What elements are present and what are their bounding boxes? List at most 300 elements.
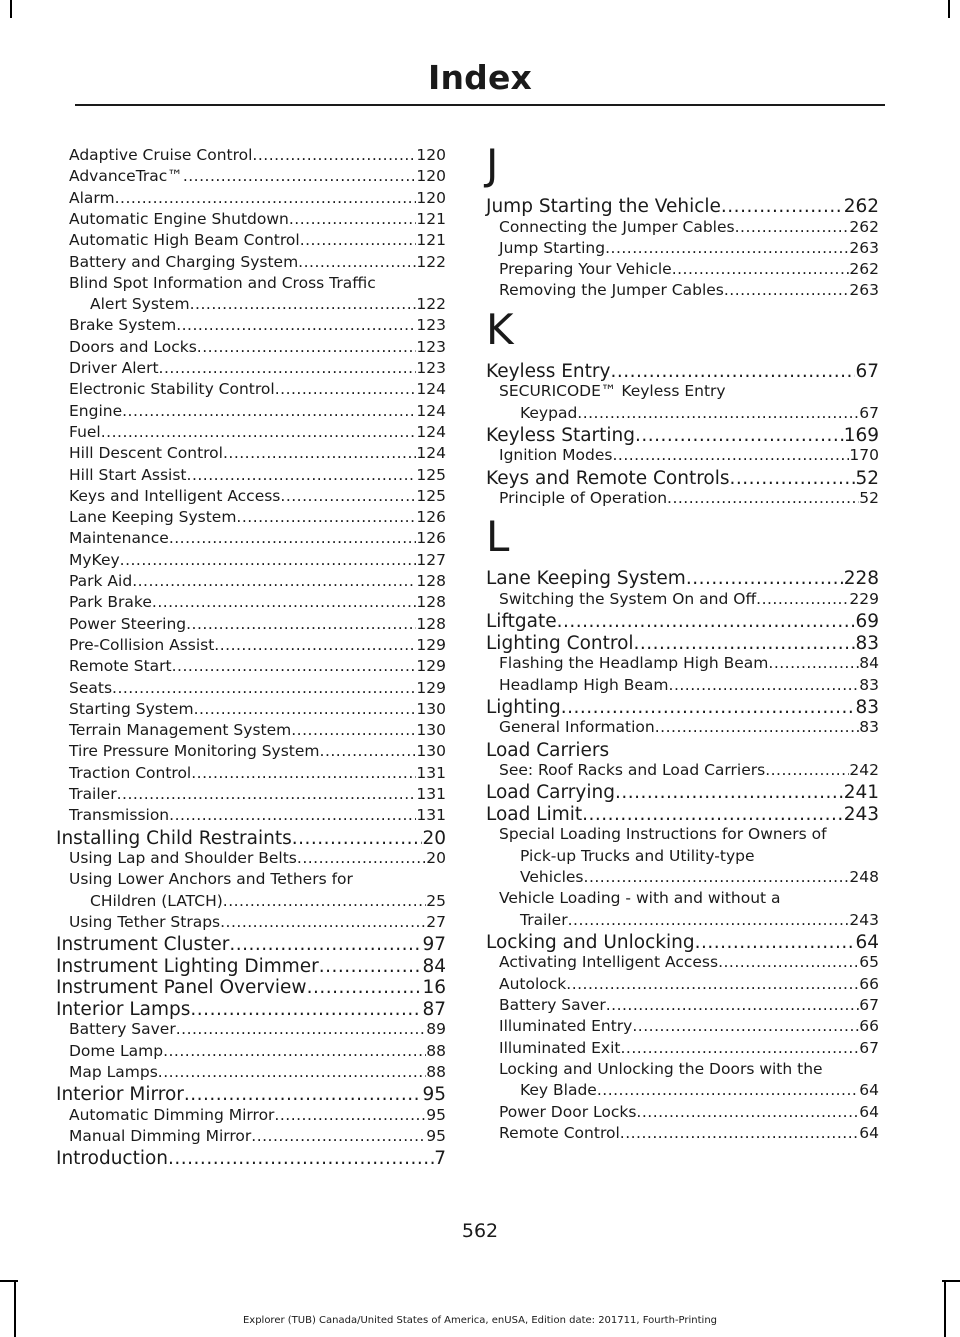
entry-label: Dome Lamp xyxy=(69,1041,164,1060)
index-subentry[interactable] xyxy=(486,404,879,422)
entry-label: Park Brake xyxy=(69,593,152,612)
index-subentry[interactable] xyxy=(56,146,446,164)
entry-label: Lighting Control xyxy=(486,632,634,654)
index-heading[interactable] xyxy=(486,196,879,217)
index-subentry[interactable] xyxy=(486,590,879,608)
dot-leader xyxy=(620,1039,859,1057)
entry-label: Map Lamps xyxy=(69,1062,158,1081)
section-letter: K xyxy=(486,304,514,354)
entry-page-number: 169 xyxy=(843,424,879,446)
dot-leader xyxy=(298,253,416,271)
index-subentry[interactable] xyxy=(56,657,446,675)
entry-page-number: 128 xyxy=(416,572,446,590)
index-subentry[interactable] xyxy=(486,489,879,507)
entry-page-number: 263 xyxy=(849,238,879,257)
entry-page-number: 127 xyxy=(416,550,446,569)
dot-leader xyxy=(112,679,416,697)
index-subentry[interactable] xyxy=(56,231,446,249)
dot-leader xyxy=(307,977,423,998)
entry-label: Maintenance xyxy=(69,529,169,548)
entry-page-number: 20 xyxy=(422,827,446,849)
index-subentry[interactable] xyxy=(486,1039,879,1057)
entry-label: AdvanceTrac™ xyxy=(69,167,183,186)
index-subentry[interactable] xyxy=(56,380,446,398)
index-subentry[interactable] xyxy=(486,1017,879,1035)
entry-label: Driver Alert xyxy=(69,359,159,377)
entry-page-number: 130 xyxy=(416,699,446,718)
entry-label: Load Carrying xyxy=(486,782,615,804)
dot-leader xyxy=(223,892,426,910)
entry-label: Switching the System On and Off xyxy=(499,589,757,608)
entry-label: Jump Starting xyxy=(499,238,606,257)
entry-page-number: 67 xyxy=(859,996,879,1014)
index-heading[interactable] xyxy=(56,828,446,849)
entry-page-number: 16 xyxy=(422,977,446,999)
dot-leader xyxy=(557,611,856,632)
entry-label: Illuminated Entry xyxy=(499,1017,633,1036)
entry-page-number: 64 xyxy=(859,1123,879,1142)
entry-page-number: 124 xyxy=(416,380,446,399)
entry-label: Brake System xyxy=(69,316,177,335)
index-subentry[interactable] xyxy=(486,868,879,886)
entry-label: Fuel xyxy=(69,422,101,441)
index-subentry[interactable] xyxy=(56,593,446,611)
index-subentry[interactable] xyxy=(56,444,446,462)
index-heading[interactable] xyxy=(486,697,879,718)
entry-label: Flashing the Headlamp High Beam xyxy=(499,654,769,673)
index-subentry[interactable] xyxy=(56,210,446,228)
index-entry-text: Special Loading Instructions for Owners of xyxy=(499,825,827,844)
crop-mark-top-right-v xyxy=(948,0,950,18)
entry-page-number: 88 xyxy=(426,1041,446,1060)
entry-label: Remote Start xyxy=(69,657,172,676)
entry-label: Lane Keeping System xyxy=(486,568,686,590)
entry-page-number: 243 xyxy=(849,910,879,929)
entry-label: Principle of Operation xyxy=(499,489,668,508)
index-entry-text: Vehicle Loading - with and without a xyxy=(499,889,781,908)
dot-leader xyxy=(172,657,417,675)
dot-leader xyxy=(214,636,416,654)
index-heading[interactable] xyxy=(486,425,879,446)
entry-page-number: 170 xyxy=(849,446,879,465)
entry-page-number: 229 xyxy=(849,589,879,608)
index-heading[interactable] xyxy=(486,568,879,589)
section-letter: L xyxy=(486,512,510,562)
index-subentry[interactable] xyxy=(486,1124,879,1142)
dot-leader xyxy=(634,633,856,654)
entry-label: Automatic High Beam Control xyxy=(69,231,300,250)
entry-label: Battery Saver xyxy=(499,996,606,1014)
index-heading[interactable] xyxy=(486,361,879,382)
index-subentry[interactable] xyxy=(56,423,446,441)
dot-leader xyxy=(605,239,849,257)
dot-leader xyxy=(561,697,856,718)
index-subentry[interactable] xyxy=(486,975,879,993)
entry-page-number: 228 xyxy=(843,568,879,590)
index-subentry[interactable] xyxy=(56,1020,446,1038)
dot-leader xyxy=(194,700,417,718)
entry-label: Lighting xyxy=(486,696,561,718)
dot-leader xyxy=(163,1042,426,1060)
index-heading[interactable] xyxy=(486,633,879,654)
entry-label: Transmission xyxy=(69,806,170,825)
dot-leader xyxy=(300,231,417,249)
entry-page-number: 123 xyxy=(416,337,446,356)
index-entry-text: SECURICODE™ Keyless Entry xyxy=(499,382,726,401)
dot-leader xyxy=(158,1063,426,1081)
index-subentry[interactable] xyxy=(56,764,446,782)
entry-label: Introduction xyxy=(56,1148,169,1170)
entry-page-number: 83 xyxy=(859,675,879,694)
dot-leader xyxy=(635,425,844,446)
entry-page-number: 67 xyxy=(859,403,879,422)
dot-leader xyxy=(115,189,417,207)
entry-page-number: 128 xyxy=(416,614,446,633)
entry-label: Load Limit xyxy=(486,803,583,825)
entry-label: Electronic Stability Control xyxy=(69,380,275,399)
index-heading[interactable] xyxy=(486,468,879,489)
dot-leader xyxy=(291,721,416,739)
entry-label: Instrument Lighting Dimmer xyxy=(56,955,319,977)
entry-page-number: 121 xyxy=(416,209,446,228)
entry-page-number: 131 xyxy=(416,806,446,825)
entry-label: Park Aid xyxy=(69,572,133,590)
index-subentry[interactable] xyxy=(486,260,879,278)
entry-label: Locking and Unlocking xyxy=(486,931,695,953)
entry-label: Battery Saver xyxy=(69,1020,176,1039)
crop-mark-top-left-v xyxy=(10,0,12,18)
index-heading[interactable] xyxy=(56,999,446,1020)
dot-leader xyxy=(190,999,422,1020)
dot-leader xyxy=(655,718,860,736)
dot-leader xyxy=(190,295,417,313)
entry-page-number: 262 xyxy=(849,217,879,236)
entry-label: Lane Keeping System xyxy=(69,508,237,527)
index-subentry[interactable] xyxy=(56,572,446,590)
index-subentry[interactable] xyxy=(56,892,446,910)
entry-page-number: 67 xyxy=(855,360,879,382)
entry-label: Adaptive Cruise Control xyxy=(69,146,253,164)
entry-page-number: 83 xyxy=(855,632,879,654)
index-subentry[interactable] xyxy=(56,529,446,547)
index-heading[interactable] xyxy=(56,934,446,955)
index-subentry[interactable] xyxy=(56,316,446,334)
dot-leader xyxy=(724,281,850,299)
entry-page-number: 25 xyxy=(426,891,446,910)
entry-page-number: 124 xyxy=(416,444,446,463)
entry-page-number: 67 xyxy=(859,1038,879,1057)
index-subentry[interactable] xyxy=(56,338,446,356)
index-subentry[interactable] xyxy=(486,281,879,299)
entry-label: Keyless Entry xyxy=(486,360,611,382)
index-subentry[interactable] xyxy=(56,253,446,271)
index-subentry[interactable] xyxy=(56,1042,446,1060)
entry-page-number: 84 xyxy=(859,654,879,673)
index-entry-text: Locking and Unlocking the Doors with the xyxy=(499,1059,823,1078)
index-subentry[interactable] xyxy=(56,402,446,420)
entry-page-number: 126 xyxy=(416,508,446,527)
index-subentry[interactable] xyxy=(486,1103,879,1121)
dot-leader xyxy=(197,338,417,356)
entry-label: Activating Intelligent Access xyxy=(499,953,719,972)
dot-leader xyxy=(184,1084,423,1105)
index-subentry[interactable] xyxy=(56,806,446,824)
index-subentry[interactable] xyxy=(56,167,446,185)
entry-page-number: 88 xyxy=(426,1062,446,1081)
dot-leader xyxy=(168,1148,434,1169)
entry-label: Interior Lamps xyxy=(56,998,191,1020)
index-subentry[interactable] xyxy=(56,700,446,718)
index-subentry[interactable] xyxy=(56,466,446,484)
index-subentry[interactable] xyxy=(56,189,446,207)
index-subentry[interactable] xyxy=(486,911,879,929)
index-heading[interactable] xyxy=(486,611,879,632)
entry-label: Pre-Collision Assist xyxy=(69,635,215,654)
entry-page-number: 95 xyxy=(426,1127,446,1145)
dot-leader xyxy=(765,761,849,779)
dot-leader xyxy=(672,260,850,278)
entry-page-number: 120 xyxy=(416,167,446,186)
entry-label: Trailer xyxy=(69,785,117,803)
entry-label: Power Steering xyxy=(69,614,187,633)
entry-page-number: 122 xyxy=(416,252,446,271)
index-heading[interactable] xyxy=(486,932,879,953)
index-subentry[interactable] xyxy=(56,551,446,569)
dot-leader xyxy=(159,359,417,377)
entry-page-number: 130 xyxy=(416,742,446,761)
index-subentry[interactable] xyxy=(486,996,879,1014)
dot-leader xyxy=(319,956,423,977)
entry-label: Ignition Modes xyxy=(499,446,613,465)
dot-leader xyxy=(252,146,416,164)
index-subentry[interactable] xyxy=(56,636,446,654)
index-subentry[interactable] xyxy=(56,721,446,739)
dot-leader xyxy=(169,806,416,824)
index-heading[interactable] xyxy=(56,1084,446,1105)
entry-page-number: 125 xyxy=(416,486,446,505)
entry-label: Keyless Starting xyxy=(486,424,636,446)
index-heading[interactable] xyxy=(486,782,879,803)
dot-leader xyxy=(229,934,422,955)
index-subentry[interactable] xyxy=(486,718,879,736)
index-heading[interactable] xyxy=(56,977,446,998)
entry-page-number: 121 xyxy=(416,231,446,250)
entry-page-number: 87 xyxy=(422,998,446,1020)
index-entry-text: Load Carriers xyxy=(486,739,610,761)
entry-label: Alarm xyxy=(69,188,115,207)
dot-leader xyxy=(251,1127,426,1145)
index-heading[interactable] xyxy=(56,956,446,977)
entry-page-number: 131 xyxy=(416,763,446,782)
entry-page-number: 7 xyxy=(434,1148,446,1170)
entry-label: Remote Control xyxy=(499,1123,620,1142)
dot-leader xyxy=(275,380,417,398)
index-subentry[interactable] xyxy=(56,1106,446,1124)
entry-label: Jump Starting the Vehicle xyxy=(486,196,721,217)
section-letter: J xyxy=(486,140,499,189)
dot-leader xyxy=(297,849,426,867)
title-divider xyxy=(75,104,885,106)
dot-leader xyxy=(667,489,859,507)
entry-label: Manual Dimming Mirror xyxy=(69,1127,252,1145)
dot-leader xyxy=(152,593,417,611)
entry-label: Using Tether Straps xyxy=(69,913,221,931)
index-subentry[interactable] xyxy=(56,785,446,803)
entry-page-number: 89 xyxy=(426,1020,446,1039)
entry-page-number: 20 xyxy=(426,849,446,868)
entry-page-number: 241 xyxy=(843,782,879,804)
index-subentry[interactable] xyxy=(56,679,446,697)
entry-label: Headlamp High Beam xyxy=(499,675,669,694)
entry-label: Connecting the Jumper Cables xyxy=(499,217,735,236)
dot-leader xyxy=(120,551,417,569)
dot-leader xyxy=(768,654,859,672)
entry-label: See: Roof Racks and Load Carriers xyxy=(499,761,766,780)
footer-edition-info: Explorer (TUB) Canada/United States of America, enUSA, Edition date: 201711, Fourth-Printing xyxy=(242,1315,718,1326)
dot-leader xyxy=(191,764,416,782)
index-subentry[interactable] xyxy=(56,1127,446,1145)
index-subentry[interactable] xyxy=(56,359,446,377)
dot-leader xyxy=(186,615,416,633)
dot-leader xyxy=(176,1020,427,1038)
dot-leader xyxy=(132,572,416,590)
dot-leader xyxy=(577,404,859,422)
dot-leader xyxy=(292,828,423,849)
entry-label: Installing Child Restraints xyxy=(56,827,292,849)
dot-leader xyxy=(610,361,855,382)
entry-page-number: 52 xyxy=(855,467,879,489)
entry-label: Using Lap and Shoulder Belts xyxy=(69,849,297,868)
dot-leader xyxy=(117,785,417,803)
dot-leader xyxy=(735,218,850,236)
dot-leader xyxy=(721,196,844,217)
entry-page-number: 27 xyxy=(426,913,446,931)
entry-label: Instrument Panel Overview xyxy=(56,977,307,999)
entry-page-number: 69 xyxy=(855,611,879,633)
entry-page-number: 125 xyxy=(416,465,446,484)
entry-label: Keys and Intelligent Access xyxy=(69,486,281,505)
dot-leader xyxy=(584,868,850,886)
index-subentry[interactable] xyxy=(486,239,879,257)
index-subentry[interactable] xyxy=(56,849,446,867)
entry-page-number: 248 xyxy=(849,868,879,886)
entry-label: Hill Start Assist xyxy=(69,465,187,484)
entry-page-number: 95 xyxy=(426,1105,446,1124)
entry-label: Key Blade xyxy=(520,1081,597,1100)
entry-page-number: 129 xyxy=(416,657,446,676)
entry-page-number: 52 xyxy=(859,489,879,508)
entry-page-number: 130 xyxy=(416,721,446,740)
dot-leader xyxy=(669,676,860,694)
entry-label: Instrument Cluster xyxy=(56,934,230,956)
entry-label: Traction Control xyxy=(69,763,192,782)
dot-leader xyxy=(756,590,849,608)
entry-page-number: 97 xyxy=(422,934,446,956)
dot-leader xyxy=(274,1106,426,1124)
entry-label: Hill Descent Control xyxy=(69,444,223,463)
dot-leader xyxy=(236,508,416,526)
index-subentry[interactable] xyxy=(56,295,446,313)
entry-page-number: 120 xyxy=(416,146,446,164)
dot-leader xyxy=(101,423,417,441)
dot-leader xyxy=(289,210,417,228)
entry-page-number: 129 xyxy=(416,635,446,654)
index-subentry[interactable] xyxy=(486,676,879,694)
index-entry-text: Blind Spot Information and Cross Traffic xyxy=(69,273,376,292)
crop-mark-bottom-left-v xyxy=(14,1282,16,1337)
index-subentry[interactable] xyxy=(486,1081,879,1099)
entry-page-number: 64 xyxy=(855,931,879,953)
entry-page-number: 242 xyxy=(849,761,879,780)
dot-leader xyxy=(695,932,856,953)
entry-page-number: 123 xyxy=(416,359,446,377)
index-subentry[interactable] xyxy=(56,615,446,633)
entry-label: Automatic Dimming Mirror xyxy=(69,1105,275,1124)
index-subentry[interactable] xyxy=(486,218,879,236)
page-number: 562 xyxy=(461,1220,499,1242)
dot-leader xyxy=(636,1103,859,1121)
index-subentry[interactable] xyxy=(56,742,446,760)
dot-leader xyxy=(568,911,850,929)
entry-label: Keypad xyxy=(520,403,578,422)
dot-leader xyxy=(718,953,859,971)
index-heading[interactable] xyxy=(486,804,879,825)
entry-label: MyKey xyxy=(69,550,120,569)
dot-leader xyxy=(223,444,416,462)
entry-label: Autolock xyxy=(499,974,567,993)
entry-label: Seats xyxy=(69,678,113,697)
entry-label: Doors and Locks xyxy=(69,337,197,356)
dot-leader xyxy=(280,487,416,505)
entry-label: Liftgate xyxy=(486,611,557,633)
entry-label: Engine xyxy=(69,401,123,420)
entry-page-number: 262 xyxy=(843,196,879,217)
dot-leader xyxy=(686,568,844,589)
index-heading[interactable] xyxy=(56,1148,446,1169)
entry-label: Trailer xyxy=(520,910,568,929)
index-subentry[interactable] xyxy=(56,1063,446,1081)
entry-label: Interior Mirror xyxy=(56,1084,184,1106)
entry-label: Power Door Locks xyxy=(499,1102,637,1121)
dot-leader xyxy=(620,1124,860,1142)
entry-label: Starting System xyxy=(69,699,194,718)
dot-leader xyxy=(187,466,417,484)
index-subentry[interactable] xyxy=(56,508,446,526)
entry-page-number: 66 xyxy=(859,1017,879,1036)
dot-leader xyxy=(566,975,859,993)
entry-page-number: 122 xyxy=(416,295,446,314)
index-subentry[interactable] xyxy=(56,913,446,931)
index-subentry[interactable] xyxy=(486,654,879,672)
dot-leader xyxy=(582,804,844,825)
index-subentry[interactable] xyxy=(486,446,879,464)
entry-page-number: 129 xyxy=(416,678,446,697)
dot-leader xyxy=(169,529,417,547)
dot-leader xyxy=(176,316,416,334)
entry-label: Removing the Jumper Cables xyxy=(499,281,724,300)
index-subentry[interactable] xyxy=(486,761,879,779)
entry-page-number: 84 xyxy=(422,955,446,977)
index-subentry[interactable] xyxy=(56,487,446,505)
index-subentry[interactable] xyxy=(486,953,879,971)
index-entry-text: Pick-up Trucks and Utility-type xyxy=(520,846,755,865)
entry-page-number: 120 xyxy=(416,188,446,207)
entry-page-number: 124 xyxy=(416,422,446,441)
entry-label: General Information xyxy=(499,718,655,737)
entry-page-number: 123 xyxy=(416,316,446,335)
dot-leader xyxy=(597,1081,859,1099)
dot-leader xyxy=(612,446,849,464)
